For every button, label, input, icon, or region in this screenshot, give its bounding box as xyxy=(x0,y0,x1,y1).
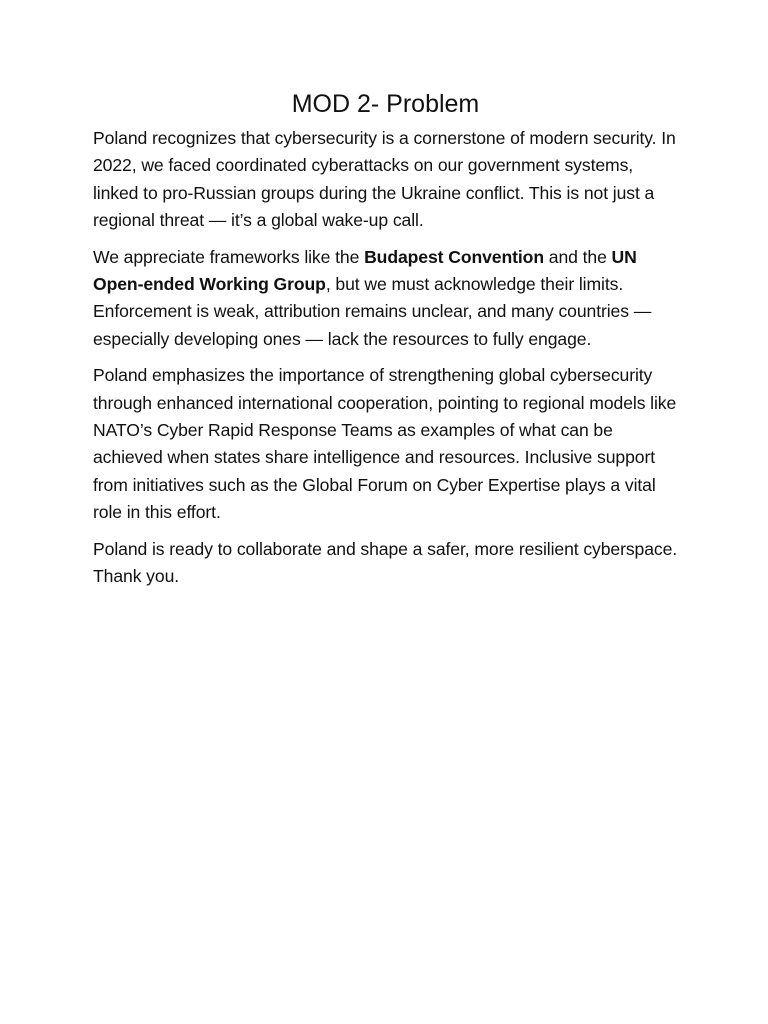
paragraph xyxy=(93,362,678,526)
paragraph xyxy=(93,125,678,234)
bold-text-segment: UN Open-ended Working Group xyxy=(93,246,637,294)
text-segment: Poland recognizes that cybersecurity is a cornerstone of modern security. In 2022, we faced coordinated cyberattacks on our government systems, linked to pro-Russian groups during the Ukraine conflict. This is not just a regional threat — it’s a global wake-up call. xyxy=(93,128,676,230)
document-title: MOD 2- Problem xyxy=(291,90,480,118)
bold-text-segment: Budapest Convention xyxy=(364,246,544,267)
document-body xyxy=(93,88,678,600)
paragraph xyxy=(93,536,678,591)
paragraph xyxy=(93,244,678,353)
text-segment: Poland is ready to collaborate and shape a safer, more resilient cyberspace. Thank you. xyxy=(93,538,678,586)
text-segment: , but we must acknowledge their limits. Enforcement is weak, attribution remains unclear, and many countries — especially developing ones — lack the resources to fully engage. xyxy=(93,273,652,349)
text-segment: and the xyxy=(543,246,612,267)
text-segment: Poland emphasizes the importance of strengthening global cybersecurity through enhanced international cooperation, pointing to regional models like NATO’s Cyber Rapid Response Teams as examples of what can be achieved when states share intelligence and resources. Inclusive support from initiatives such as the Global Forum on Cyber Expertise plays a vital role in this effort. xyxy=(93,365,677,522)
text-segment: We appreciate frameworks like the xyxy=(93,246,365,267)
paragraph-list xyxy=(93,125,678,590)
